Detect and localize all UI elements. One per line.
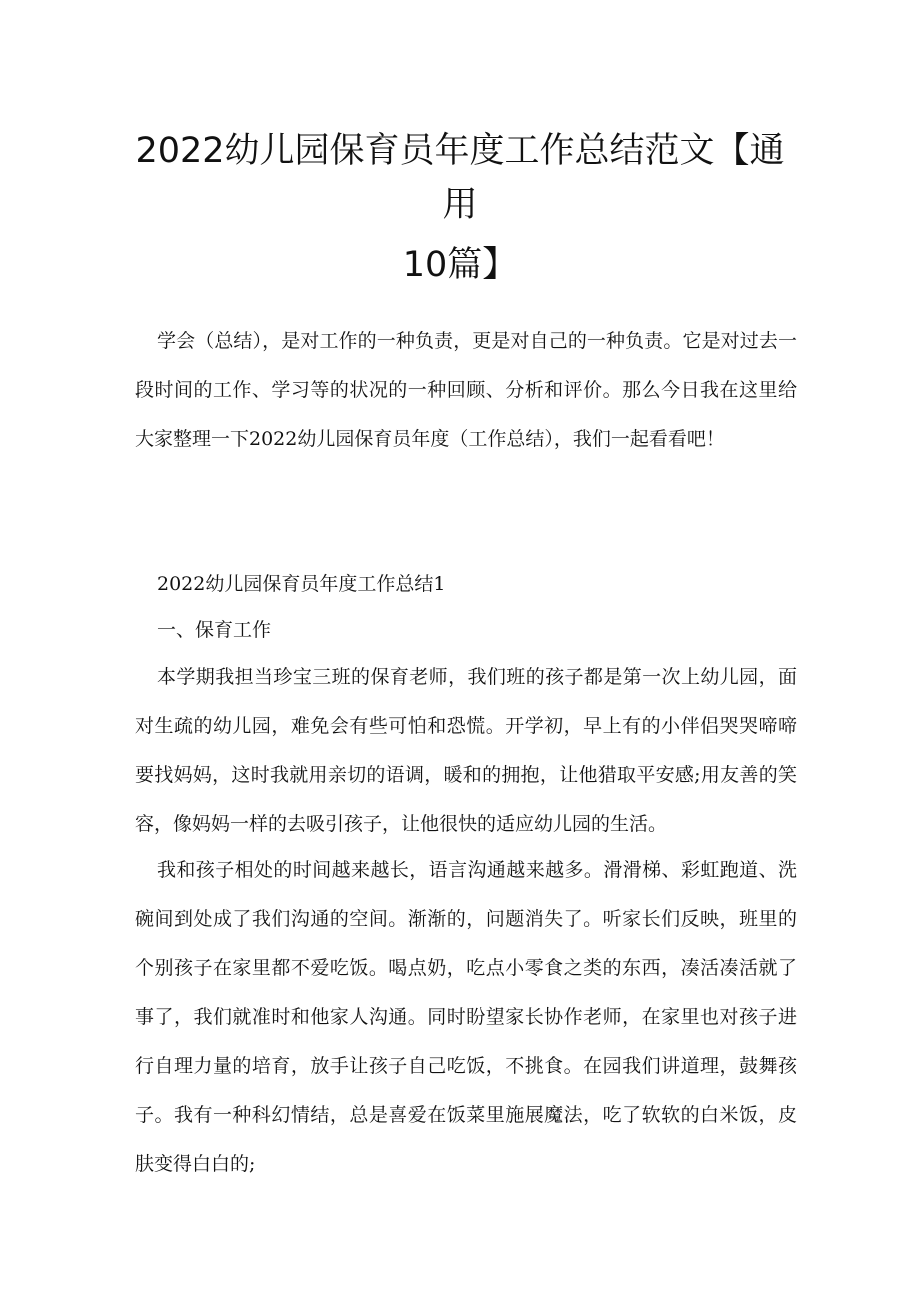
- intro-paragraph: 学会（总结），是对工作的一种负责，更是对自己的一种负责。它是对过去一段时间的工作、学习等的状况的一种回顾、分析和评价。那么今日我在这里给大家整理一下2022幼儿园保育员年度（工作总结），我们一起看看吧！: [135, 330, 797, 450]
- document-title-line-2: 用: [442, 185, 478, 225]
- body-paragraph-1: 本学期我担当珍宝三班的保育老师，我们班的孩子都是第一次上幼儿园，面对生疏的幼儿园，难免会有些可怕和恐慌。开学初，早上有的小伴侣哭哭啼啼要找妈妈，这时我就用亲切的语调，暖和的拥抱，让他猎取平安感;用友善的笑容，像妈妈一样的去吸引孩子，让他很快的适应幼儿园的生活。: [135, 666, 797, 835]
- document-title-line-1: 2022幼儿园保育员年度工作总结范文【通: [135, 131, 785, 171]
- document-title-line-3: 10篇】: [402, 245, 518, 285]
- section-title: 2022幼儿园保育员年度工作总结1: [157, 573, 446, 595]
- body-paragraph-2: 我和孩子相处的时间越来越长，语言沟通越来越多。滑滑梯、彩虹跑道、洗碗间到处成了我们沟通的空间。渐渐的，问题消失了。听家长们反映，班里的个别孩子在家里都不爱吃饭。喝点奶，吃点小零食之类的东西，凑活凑活就了事了，我们就准时和他家人沟通。同时盼望家长协作老师，在家里也对孩子进行自理力量的培育，放手让孩子自己吃饭，不挑食。在园我们讲道理，鼓舞孩子。我有一种科幻情结，总是喜爱在饭菜里施展魔法，吃了软软的白米饭，皮肤变得白白的;: [135, 859, 797, 1175]
- subsection-title: 一、保育工作: [157, 619, 272, 641]
